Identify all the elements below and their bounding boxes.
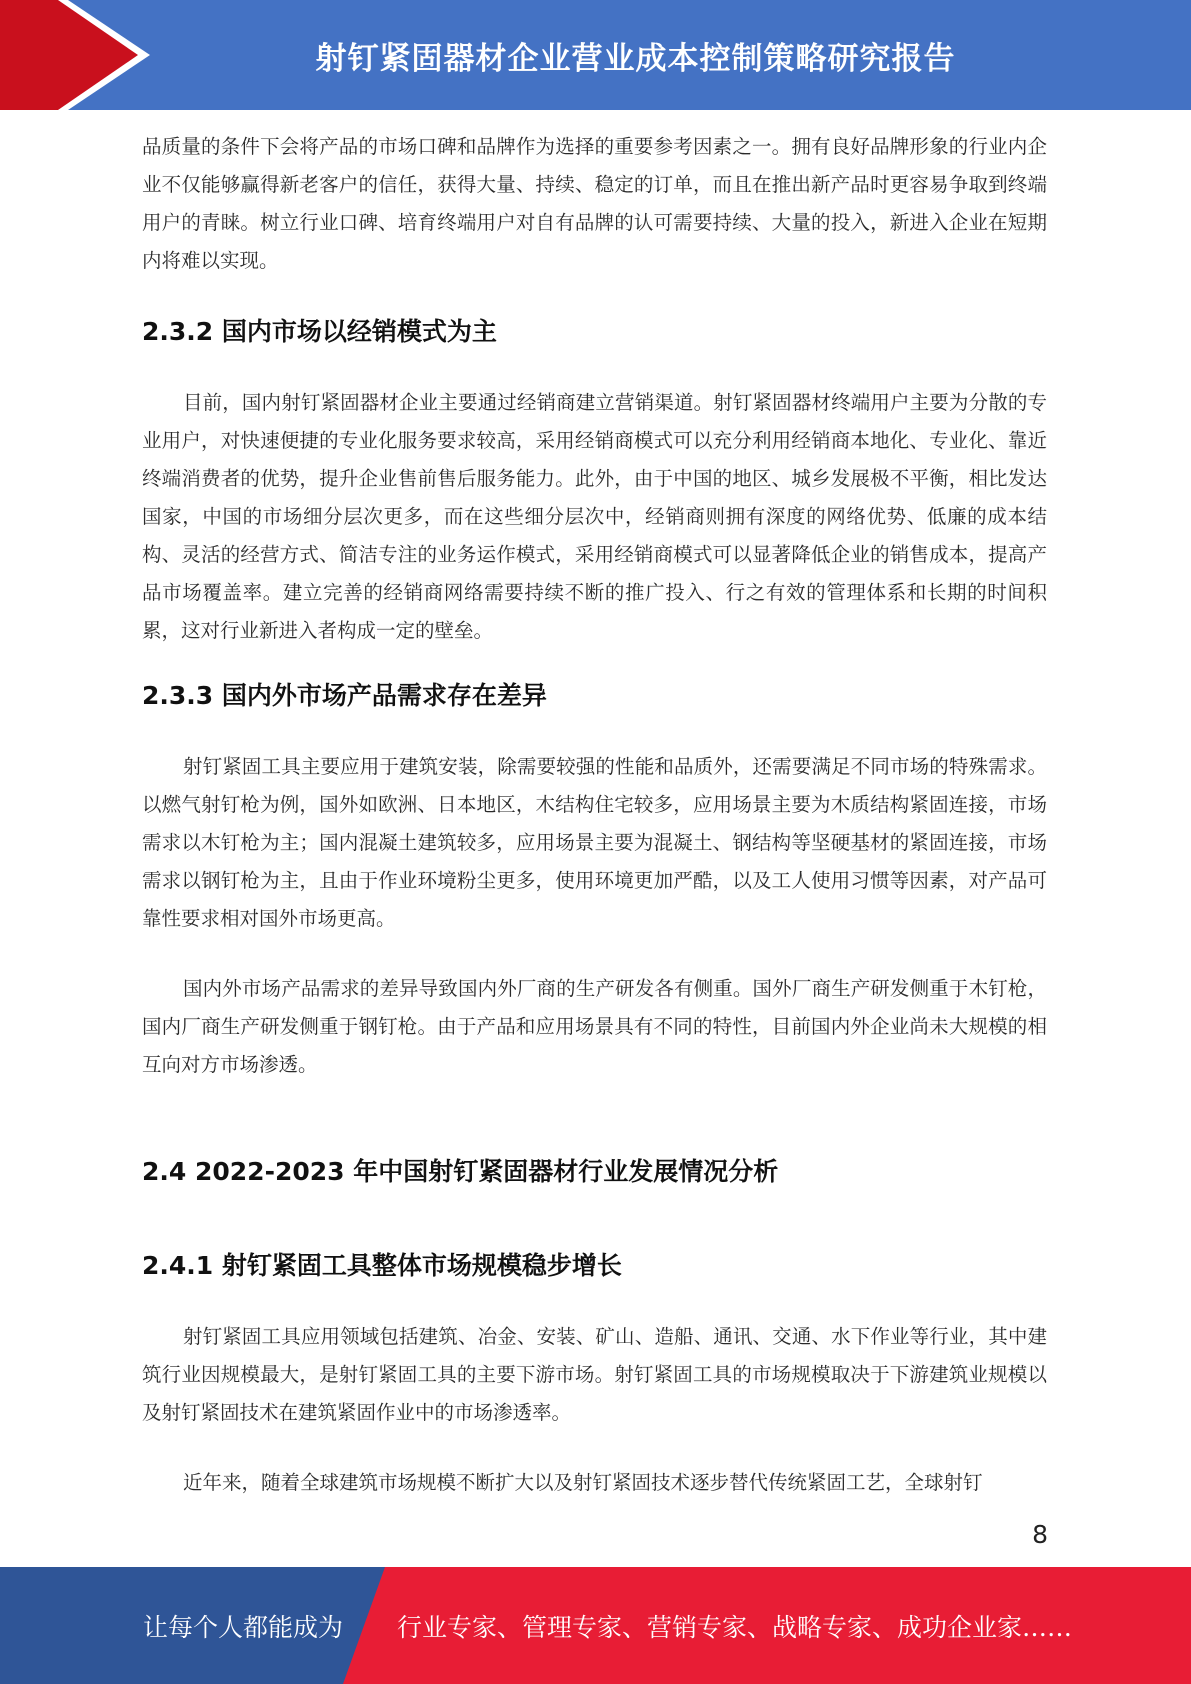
paragraph-recent-years: 近年来，随着全球建筑市场规模不断扩大以及射钉紧固技术逐步替代传统紧固工艺，全球射钉 (183, 1471, 983, 1494)
report-title: 射钉紧固器材企业营业成本控制策略研究报告 (315, 40, 956, 77)
paragraph-rd-focus: 国内外市场产品需求的差异导致国内外厂商的生产研发各有侧重。国外厂商生产研发侧重于木钉枪，国内厂商生产研发侧重于钢钉枪。由于产品和应用场景具有不同的特性，目前国内外企业尚未大规模的相互向对方市场渗透。 (142, 977, 1047, 1076)
page-footer (0, 1567, 1191, 1684)
paragraph-market-demand-difference: 射钉紧固工具主要应用于建筑安装，除需要较强的性能和品质外，还需要满足不同市场的特殊需求。以燃气射钉枪为例，国外如欧洲、日本地区，木结构住宅较多，应用场景主要为木质结构紧固连接，市场需求以木钉枪为主；国内混凝土建筑较多，应用场景主要为混凝土、钢结构等坚硬基材的紧固连接，市场需求以钢钉枪为主，且由于作业环境粉尘更多，使用环境更加严酷，以及工人使用习惯等因素，对产品可靠性要求相对国外市场更高。 (142, 755, 1047, 930)
heading-2-3-2: 2.3.2 国内市场以经销模式为主 (142, 317, 497, 346)
header-chevron-decoration (0, 0, 160, 110)
paragraph-distribution-model: 目前，国内射钉紧固器材企业主要通过经销商建立营销渠道。射钉紧固器材终端用户主要为分散的专业用户，对快速便捷的专业化服务要求较高，采用经销商模式可以充分利用经销商本地化、专业化、靠近终端消费者的优势，提升企业售前售后服务能力。此外，由于中国的地区、城乡发展极不平衡，相比发达国家，中国的市场细分层次更多，而在这些细分层次中，经销商则拥有深度的网络优势、低廉的成本结构、灵活的经营方式、简洁专注的业务运作模式，采用经销商模式可以显著降低企业的销售成本，提高产品市场覆盖率。建立完善的经销商网络需要持续不断的推广投入、行之有效的管理体系和长期的时间积累，这对行业新进入者构成一定的壁垒。 (142, 391, 1047, 642)
page-header (0, 0, 1191, 110)
paragraph-application-fields: 射钉紧固工具应用领域包括建筑、冶金、安装、矿山、造船、通讯、交通、水下作业等行业，其中建筑行业因规模最大，是射钉紧固工具的主要下游市场。射钉紧固工具的市场规模取决于下游建筑业规模以及射钉紧固技术在建筑紧固作业中的市场渗透率。 (142, 1325, 1047, 1424)
footer-slogan-left: 让每个人都能成为 (143, 1612, 344, 1642)
heading-2-3-3: 2.3.3 国内外市场产品需求存在差异 (142, 681, 547, 710)
footer-slogan-right: 行业专家、管理专家、营销专家、战略专家、成功企业家…… (397, 1612, 1073, 1642)
page-content (142, 128, 1047, 1502)
page-number: 8 (1032, 1520, 1048, 1549)
heading-2-4: 2.4 2022-2023 年中国射钉紧固器材行业发展情况分析 (142, 1157, 779, 1186)
heading-2-4-1: 2.4.1 射钉紧固工具整体市场规模稳步增长 (142, 1251, 622, 1280)
paragraph-brand-reputation: 品质量的条件下会将产品的市场口碑和品牌作为选择的重要参考因素之一。拥有良好品牌形象的行业内企业不仅能够赢得新老客户的信任，获得大量、持续、稳定的订单，而且在推出新产品时更容易争取到终端用户的青睐。树立行业口碑、培育终端用户对自有品牌的认可需要持续、大量的投入，新进入企业在短期内将难以实现。 (142, 135, 1047, 272)
